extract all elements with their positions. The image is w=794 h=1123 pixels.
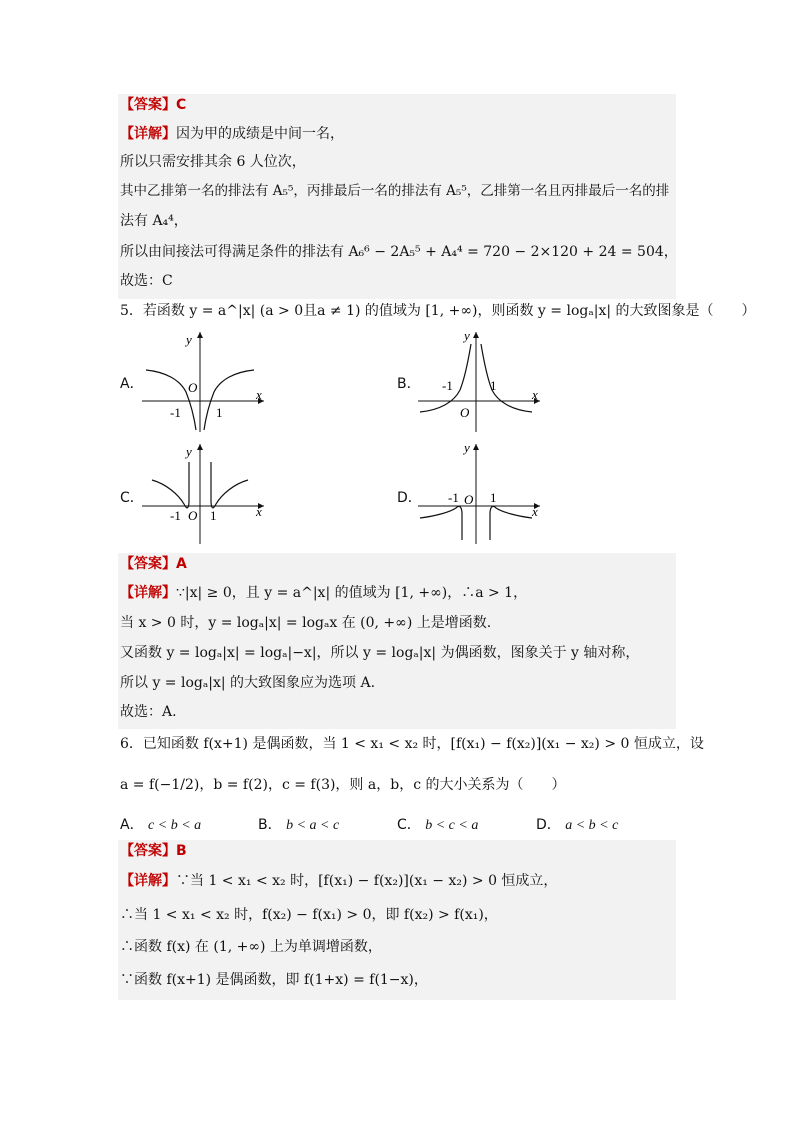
svg-text:O: O [464,492,474,507]
option-a-graph [138,328,268,434]
option-a-label: A． [120,376,144,392]
y-axis-label: y [186,332,192,347]
svg-text:x: x [532,387,538,402]
q4-detail-line-5: 所以由间接法可得满足条件的排法有 A₆⁶ − 2A₅⁵ + A₄⁴ = 720 − 2×120 + 24 = 504， [120,244,678,260]
q5-detail-line-1: 【详解】∵|x| ≥ 0，且 y = a^|x| 的值域为 [1, +∞)，∴a > 1， [120,585,528,601]
svg-text:y: y [464,440,470,455]
svg-text:-1: -1 [448,490,459,505]
q4-answer-line [120,95,186,115]
option-c-label: C． [120,490,144,506]
q5-detail-line-3: 又函数 y = logₐ|x| = logₐ|−x|，所以 y = logₐ|x| 为偶函数，图象关于 y 轴对称， [120,645,640,661]
option-d-graph [414,440,544,546]
svg-text:1: 1 [490,490,497,505]
q6-option-b: B． b < a < c [258,817,340,833]
q4-detail-line-6: 故选：C [120,273,173,289]
svg-text:y: y [186,444,192,459]
q6-stem-line-1: 6．已知函数 f(x+1) 是偶函数，当 1 < x₁ < x₂ 时，[f(x₁) − f(x₂)](x₁ − x₂) > 0 恒成立，设 [120,736,704,752]
one-label: 1 [216,405,223,420]
svg-text:x: x [532,504,538,519]
q4-detail-line-2: 所以只需安排其余 6 人位次， [120,154,306,170]
svg-text:O: O [460,405,470,420]
svg-text:y: y [464,328,470,343]
option-b-label: B． [397,376,421,392]
svg-text:O: O [188,508,198,523]
q5-detail-line-5: 故选：A. [120,704,177,720]
q6-detail-line-4: ∵函数 f(x+1) 是偶函数，即 f(1+x) = f(1−x)， [120,972,428,988]
q6-detail-line-1: 【详解】∵当 1 < x₁ < x₂ 时，[f(x₁) − f(x₂)](x₁ − x₂) > 0 恒成立， [120,873,558,889]
q6-detail-line-3: ∴函数 f(x) 在 (1, +∞) 上为单调增函数， [120,939,382,955]
q6-detail-line-2: ∴当 1 < x₁ < x₂ 时，f(x₂) − f(x₁) > 0，即 f(x₂) > f(x₁)， [120,907,498,923]
answer-label: 【答案】 [120,97,176,113]
q5-stem: 5．若函数 y = a^|x| (a > 0且a ≠ 1) 的值域为 [1, +∞)，则函数 y = logₐ|x| 的大致图象是（ ） [120,303,756,319]
svg-text:1: 1 [210,508,217,523]
q4-detail-line-3: 其中乙排第一名的排法有 A₅⁵，丙排最后一名的排法有 A₅⁵，乙排第一名且丙排最后一名的排 [120,183,670,199]
x-axis-label: x [256,387,262,402]
q4-detail-line-1: 【详解】因为甲的成绩是中间一名， [120,126,344,142]
svg-text:1: 1 [490,378,497,393]
svg-text:x: x [256,504,262,519]
q4-detail-line-4: 法有 A₄⁴， [120,213,188,229]
option-d-label: D． [397,490,422,506]
q5-detail-line-4: 所以 y = logₐ|x| 的大致图象应为选项 A. [120,675,376,691]
q5-detail-line-2: 当 x > 0 时，y = logₐ|x| = logₐx 在 (0, +∞) 上是增函数. [120,615,492,631]
svg-text:-1: -1 [170,508,181,523]
svg-text:-1: -1 [442,378,453,393]
option-b-graph [414,328,544,434]
q5-answer-line: 【答案】A [120,556,187,572]
q6-option-c: C． b < c < a [397,817,479,833]
q6-answer-line: 【答案】B [120,843,187,859]
answer-value: C [176,97,187,113]
q6-option-d: D． a < b < c [536,817,619,833]
q5-solution-block [118,553,676,729]
origin-label: O [188,380,198,395]
q6-stem-line-2: a = f(−1/2)，b = f(2)，c = f(3)，则 a，b，c 的大小关系为（ ） [120,777,566,793]
option-c-graph [138,440,268,546]
neg-one-label: -1 [170,405,181,420]
detail-label: 【详解】 [120,126,176,142]
q6-option-a: A． c < b < a [120,817,202,833]
